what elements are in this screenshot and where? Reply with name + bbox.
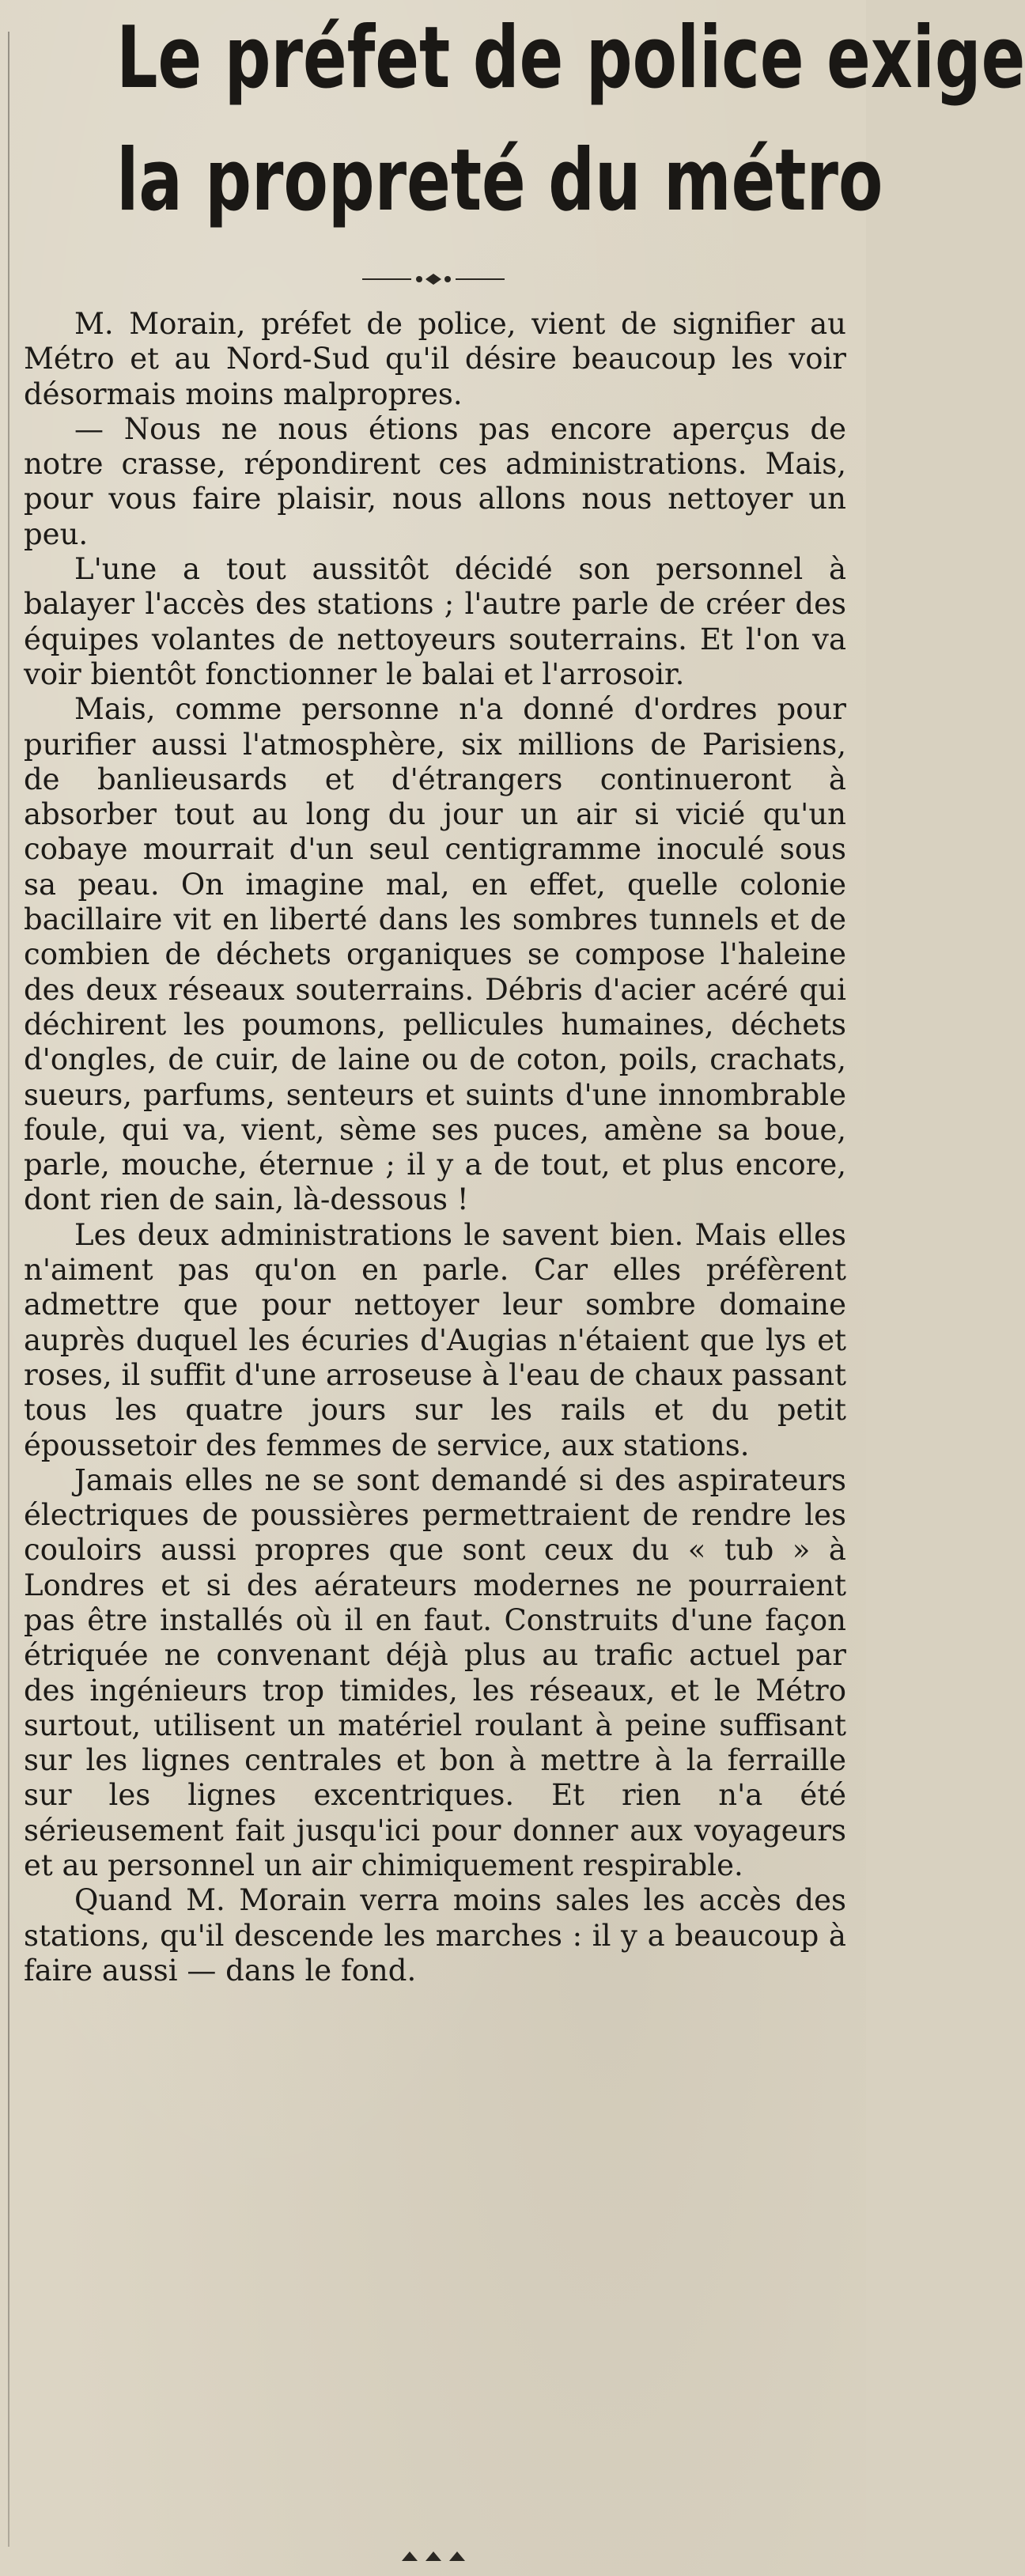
article-paragraph: Quand M. Morain verra moins sales les accès des stations, qu'il descende les marches : il y a beaucoup à faire aussi — dans le fond. [24,1883,846,1988]
article-paragraph: Les deux administrations le savent bien. Mais elles n'aiment pas qu'on en parle. Car elles préfèrent admettre que pour nettoyer leur sombre domaine auprès duquel les écuries d'Augias n'étaient que lys et roses, il suffit d'une arroseuse à l'eau de chaux passant tous les quatre jours sur les rails et du petit époussetoir des femmes de service, aux stations. [24,1217,846,1462]
column-rule [8,32,9,2547]
fleuron-divider-icon [0,267,866,299]
article-paragraph: — Nous ne nous étions pas encore aperçus de notre crasse, répondirent ces administrations. Mais, pour vous faire plaisir, nous allons nous nettoyer un peu. [24,411,846,551]
end-ornament-icon [0,2544,866,2575]
end-ornament-svg [386,2544,481,2567]
article-paragraph: L'une a tout aussitôt décidé son personnel à balayer l'accès des stations ; l'autre parle de créer des équipes volantes de nettoyeurs souterrains. Et l'on va voir bientôt fonctionner le balai et l'arrosoir. [24,552,846,691]
article-paragraph: Mais, comme personne n'a donné d'ordres pour purifier aussi l'atmosphère, six millions de Parisiens, de banlieusards et d'étrangers continueront à absorber tout au long du jour un air si vicié qu'un cobaye mourrait d'un seul centigramme inoculé sous sa peau. On imagine mal, en effet, quelle colonie bacillaire vit en liberté dans les sombres tunnels et de combien de déchets organiques se compose l'haleine des deux réseaux souterrains. Débris d'acier acéré qui déchirent les poumons, pellicules humaines, déchets d'ongles, de cuir, de laine ou de coton, poils, crachats, sueurs, parfums, senteurs et suints d'une innombrable foule, qui va, vient, sème ses puces, amène sa boue, parle, mouche, éternue ; il y a de tout, et plus encore, dont rien de sain, là-dessous ! [24,692,846,1217]
article-paragraph: M. Morain, préfet de police, vient de signifier au Métro et au Nord-Sud qu'il désire beaucoup les voir désormais moins malpropres. [24,307,846,411]
article-paragraph: Jamais elles ne se sont demandé si des aspirateurs électriques de poussières permettraient de rendre les couloirs aussi propres que sont ceux du « tub » à Londres et si des aérateurs modernes ne pourraient pas être installés où il en faut. Construits d'une façon étriquée ne convenant déjà plus au trafic actuel par des ingénieurs trop timides, les réseaux, et le Métro surtout, utilisent un matériel roulant à peine suffisant sur les lignes centrales et bon à mettre à la ferraille sur les lignes excentriques. Et rien n'a été sérieusement fait jusqu'ici pour donner aux voyageurs et au personnel un air chimiquement respirable. [24,1462,846,1883]
headline-line-2: la propreté du métro [116,131,883,230]
fleuron-divider-svg [362,267,505,291]
article-body [24,307,846,1988]
headline-line-1: Le préfet de police exige [116,9,1025,108]
